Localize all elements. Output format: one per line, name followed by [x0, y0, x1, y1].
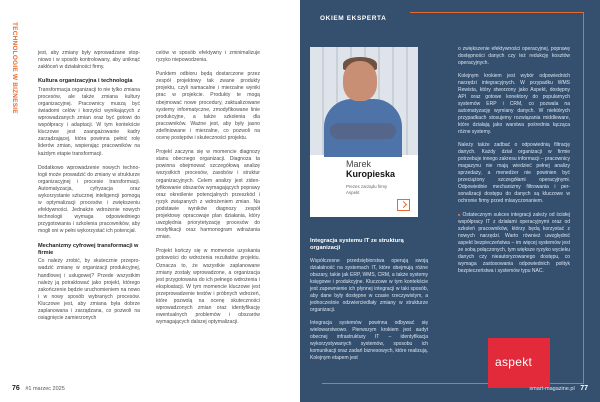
section-label-vertical [8, 22, 18, 142]
paragraph: Dodatkowo wprowadzenie nowych technologii może prowadzić do zmiany w strukturze organizacyjnej i procesie transformacji. Automatyzacja, cyfryzacja oraz wykorzystanie sztucznej inteligencji pomogą w optymalizacji procesów i zwiększeniu efektywności. Jednakże wdrożenie nowych technologii wymaga odpowiedniego przygotowania i szkolenia pracowników, aby mogli oni w pełni wykorzystać ich potencjał. [38, 164, 140, 235]
expert-box-label: OKIEM EKSPERTA [320, 15, 387, 22]
page-number-right: 77 [580, 385, 588, 392]
footer-left [12, 385, 65, 392]
section-heading: Mechanizmy cyfrowej transformacji w firmie [38, 242, 139, 256]
left-column-a [38, 50, 140, 329]
paragraph: Projekt kończy się w momencie uzyskania gotowości do wdrożenia rezultatów projektu. Oznacza to, że wszystkie zaplanowane zmiany zostały wprowadzone, a organizacja jest przygotowana do ich pełnego wdrożenia i eksploatacji. W tym momencie kluczowe jest przeprowadzenie testów i próbnych wdrożeń, które pozwolą na ocenę skuteczności wprowadzonych zmian oraz identyfikację ewentualnych problemów i obszarów wymagających dalszej optymalizacji. [156, 248, 260, 326]
paragraph: Współczesne przedsiębiorstwa operują swoją działalność na systemach IT, które obejmują różne obszary, takie jak ERP, WMS, CRM, a także systemy księgowe i produkcyjne. Kluczowe w tym kontekście jest zapewnienie ich płynnej integracji w taki sposób, aby dane były dostępne w czasie rzeczywistym, a jednocześnie odzwierciedlały zmiany w strukturze organizacji. [310, 258, 428, 313]
paragraph: Transformacja organizacji to nie tylko zmiana procesów, ale także zmiana kultury organizacyjnej. Pracownicy muszą być świadomi celów i korzyści wynikających z wprowadzanych zmian oraz być gotowi do współpracy i adaptacji. W tym kontekście kluczowe jest zaangażowanie kadry zarządzającej, która powinna pełnić rolę liderów zmian, wspierając pracowników na każdym etapie transformacji. [38, 86, 140, 157]
aspekt-logo-text: aspekt [495, 355, 533, 369]
person-arms [330, 123, 396, 139]
expert-card [310, 47, 418, 217]
right-column-b [458, 46, 570, 281]
right-column-a [310, 258, 428, 368]
arrow-down-right-icon [397, 199, 410, 211]
paragraph: o zwiększenie efektywności operacyjnej, poprawę dostępności danych czy też redukcję kosztów operacyjnych. [458, 46, 570, 66]
paragraph: Projekt zaczyna się w momencie diagnozy stanu obecnego organizacji. Diagnoza ta powinna obejmować szczegółową analizę wszystkich procesów, zasobów i struktur organizacyjnych. Celem analizy jest zidentyfikowanie obszarów wymagających poprawy oraz określenie potencjalnych przeszkód i ryzyk związanych z wdrożeniem zmian. Na podstawie wyników diagnozy zespół projektowy opracowuje plan działania, który uwzględnia priorytetyzację procesów do modyfikacji oraz harmonogram wdrażania zmian. [156, 149, 260, 241]
article-subheading: Integracja systemu IT ze strukturą organizacji [310, 238, 404, 252]
expert-first-name: Marek [346, 159, 372, 169]
section-heading: Kultura organizacyjna i technologia [38, 78, 133, 85]
expert-name [346, 159, 395, 179]
paragraph: celów w sposób efektywny i zminimalizuje ryzyko niepowodzenia. [156, 50, 260, 64]
expert-role: Prezes zarządu firmy Aspekt [346, 184, 388, 195]
expert-last-name: Kuropieska [346, 169, 396, 179]
paragraph: Integracja systemów powinna odbywać się wielowarstwowo. Pierwszym krokiem jest audyt obecnej infrastruktury IT – identyfikacja wykorzystywanych systemów, sposobu ich komunikacji oraz zadań biznesowych, które realizują. Kolejnym etapem jest [310, 320, 428, 361]
paragraph: jest, aby zmiany były wprowadzane stopniowo i w sposób kontrolowany, aby uniknąć zakłóceń w działalności firmy. [38, 50, 140, 71]
paragraph: Należy także zadbać o odpowiednią filtrację danych. Każdy dział organizacji w firmie potrzebuje innego zakresu informacji – pracownicy magazynu nie mają wiedzieć pełnej analizy sprzedaży, a menedżer nie powinien być przeciążony szczegółami operacyjnymi. Odpowiednie mechanizmy filtrowania i personalizacji dostępu do danych są kluczowe w ochronie firmy przed mlasyczonaniem. [458, 142, 571, 204]
issue-label: #1 marzec 2025 [25, 386, 65, 392]
section-label: TECHNOLOGIE W BIZNESIE [11, 22, 18, 114]
person-head [343, 61, 377, 101]
paragraph: Co należy zrobić, by skutecznie przeprowadzić zmianę w organizacji produkcyjnej, handlowej i usługowej? Przede wszystkim należy ją potraktować jako projekt, którego zakończenie będzie uruchomieniem na nowo i w nowy sposób wybranych procesów. Kluczowe jest, aby zmiana była dobrze zaplanowana i zarządzana, co pozwoli na osiągnięcie zamierzonych [38, 258, 140, 322]
paragraph: Kolejnym krokiem jest wybór odpowiednich narzędzi integracyjnych. W przypadku WMS Rewista, który stworzony jako Aspekt, dostępny API oraz gotowe konektory do popularnych systemów ERP i CRM, co pozwala na automatyzację wymiany danych. W niektórych przypadkach stosujemy rozwiązania middleware, które działają jako warstwa pośrednia łącząca różne systemy. [458, 73, 570, 135]
left-column-b [156, 50, 260, 333]
paragraph: ■ Ostatecznym sukces integracji zależy od ścisłej współpracy IT z działami operacyjnymi oraz od szkoleń pracowników, którzy będą korzystać z nowych narzędzi. Warto również uwzględnić aspekt bezpieczeństwa – im więcej systemów jest ze sobą połączonych, tym większe ryzyko wycieku danych czy nieautoryzowanego dostępu, co wymaga zastosowania odpowiednich polityk bezpieczeństwa i systemów typu NAC. [458, 211, 570, 275]
page-number-left: 76 [12, 385, 20, 392]
paragraph: Punktem odbioru będą dostarczone przez zespół projektowy tak zwane produkty projektu, czyli namacalne i mierzalne wyniki prac w projekcie. Produkty te mogą obejmować nowe procedury, zaktualizowane systemy informatyczne, zmodyfikowane linie produkcyjne, a także szkolenia dla pracowników. Ważne jest, aby były jasno zdefiniowane i mierzalne, co pozwoli na ocenę postępów i skuteczności projektu. [156, 71, 260, 142]
footer-right [529, 385, 588, 392]
site-url: smart-magazine.pl [529, 386, 575, 392]
